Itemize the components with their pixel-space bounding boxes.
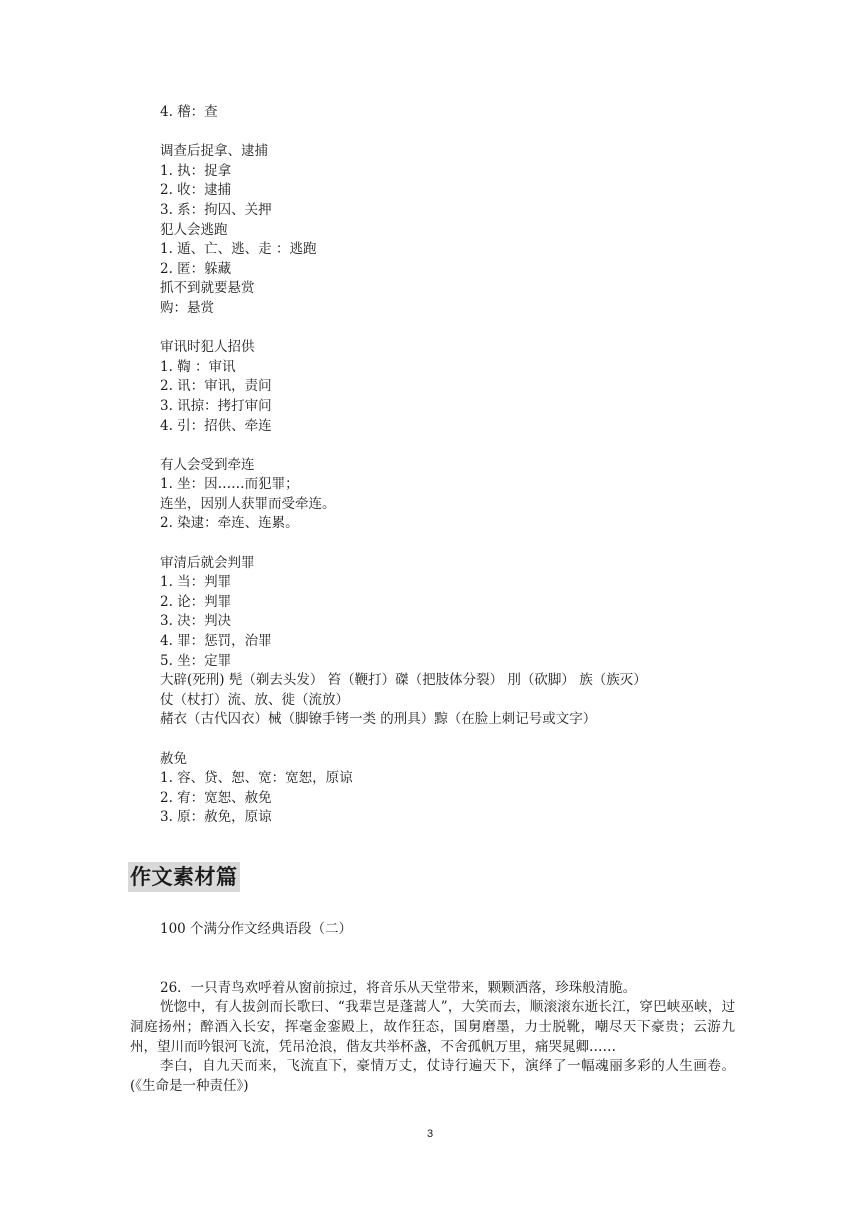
vocabulary-section — [160, 103, 735, 828]
text-line: 1. 当：判罪 — [160, 574, 232, 591]
text-line: 5. 坐：定罪 — [160, 652, 232, 669]
text-line: 3. 系：拘囚、关押 — [160, 201, 272, 218]
text-line: 2. 讯：审讯，责问 — [160, 378, 272, 395]
text-line: 3. 决：判决 — [160, 613, 232, 630]
essay-section — [130, 920, 735, 1096]
text-line: 3. 讯掠：拷打审问 — [160, 397, 272, 414]
text-line: 3. 原：赦免，原谅 — [160, 809, 272, 826]
text-line: 1. 执：捉拿 — [160, 162, 232, 179]
text-line: 连坐，因别人获罪而受牵连。 — [160, 495, 336, 512]
punishment-line: 大辟(死刑) 髡（剃去头发） 笞（鞭打）磔（把肢体分裂） 刖（砍脚） 族（族灭） — [160, 672, 647, 689]
text-line: 4. 罪：惩罚，治罪 — [160, 633, 272, 650]
text-line: 2. 论：判罪 — [160, 593, 232, 610]
group-heading: 赦免 — [160, 750, 187, 767]
text-line: 购：悬赏 — [160, 299, 214, 316]
essay-paragraph: 恍惚中，有人拔剑而长歌曰、“我辈岂是蓬蒿人”，大笑而去，顺滚滚东逝长江，穿巴峡巫峡，过洞庭扬州；醉酒入长安，挥毫金銮殿上，故作狂态，国舅磨墨，力士脱靴，嘲尽天下豪贵；云游九州，望川而吟银河飞流，凭吊沧浪，偕友共举杯盏，不舍孤帆万里，痛哭晁卿…… — [130, 999, 735, 1055]
text-line: 1. 遁、亡、逃、走 ：逃跑 — [160, 241, 317, 258]
essay-paragraph: 26．一只青鸟欢呼着从窗前掠过，将音乐从天堂带来，颗颗洒落，珍珠般清脆。 — [160, 979, 637, 996]
group-heading: 抓不到就要悬赏 — [160, 280, 255, 297]
text-line: 4. 稽：查 — [160, 104, 218, 120]
group-heading: 有人会受到牵连 — [160, 456, 255, 473]
essay-subtitle: 100 个满分作文经典语段（二） — [160, 921, 353, 937]
page-number: 3 — [426, 1128, 434, 1140]
punishment-line: 赭衣（古代囚衣）械（脚镣手铐一类 的刑具）黥（在脸上刺记号或文字） — [160, 711, 597, 728]
group-heading: 犯人会逃跑 — [160, 221, 228, 238]
essay-paragraph: 李白，自九天而来，飞流直下，豪情万丈，仗诗行遍天下，演绎了一幅魂丽多彩的人生画卷。(《生命是一种责任》) — [130, 1058, 735, 1094]
text-line: 2. 染逮：牵连、连累。 — [160, 515, 299, 532]
text-line: 2. 匿：躲藏 — [160, 260, 232, 277]
section-heading: 作文素材篇 — [128, 862, 240, 892]
text-line: 1. 容、贷、恕、宽：宽恕，原谅 — [160, 770, 353, 787]
text-line: 2. 宥：宽恕、赦免 — [160, 789, 272, 806]
text-line: 1. 鞫 ：审讯 — [160, 358, 236, 375]
group-heading: 审讯时犯人招供 — [160, 339, 255, 356]
group-heading: 调查后捉拿、逮捕 — [160, 143, 268, 160]
text-line: 1. 坐：因……而犯罪； — [160, 476, 299, 493]
punishment-line: 仗（杖打）流、放、徙（流放） — [160, 691, 349, 708]
text-line: 4. 引：招供、牵连 — [160, 417, 272, 434]
group-heading: 审清后就会判罪 — [160, 554, 255, 571]
text-line: 2. 收：逮捕 — [160, 182, 232, 199]
